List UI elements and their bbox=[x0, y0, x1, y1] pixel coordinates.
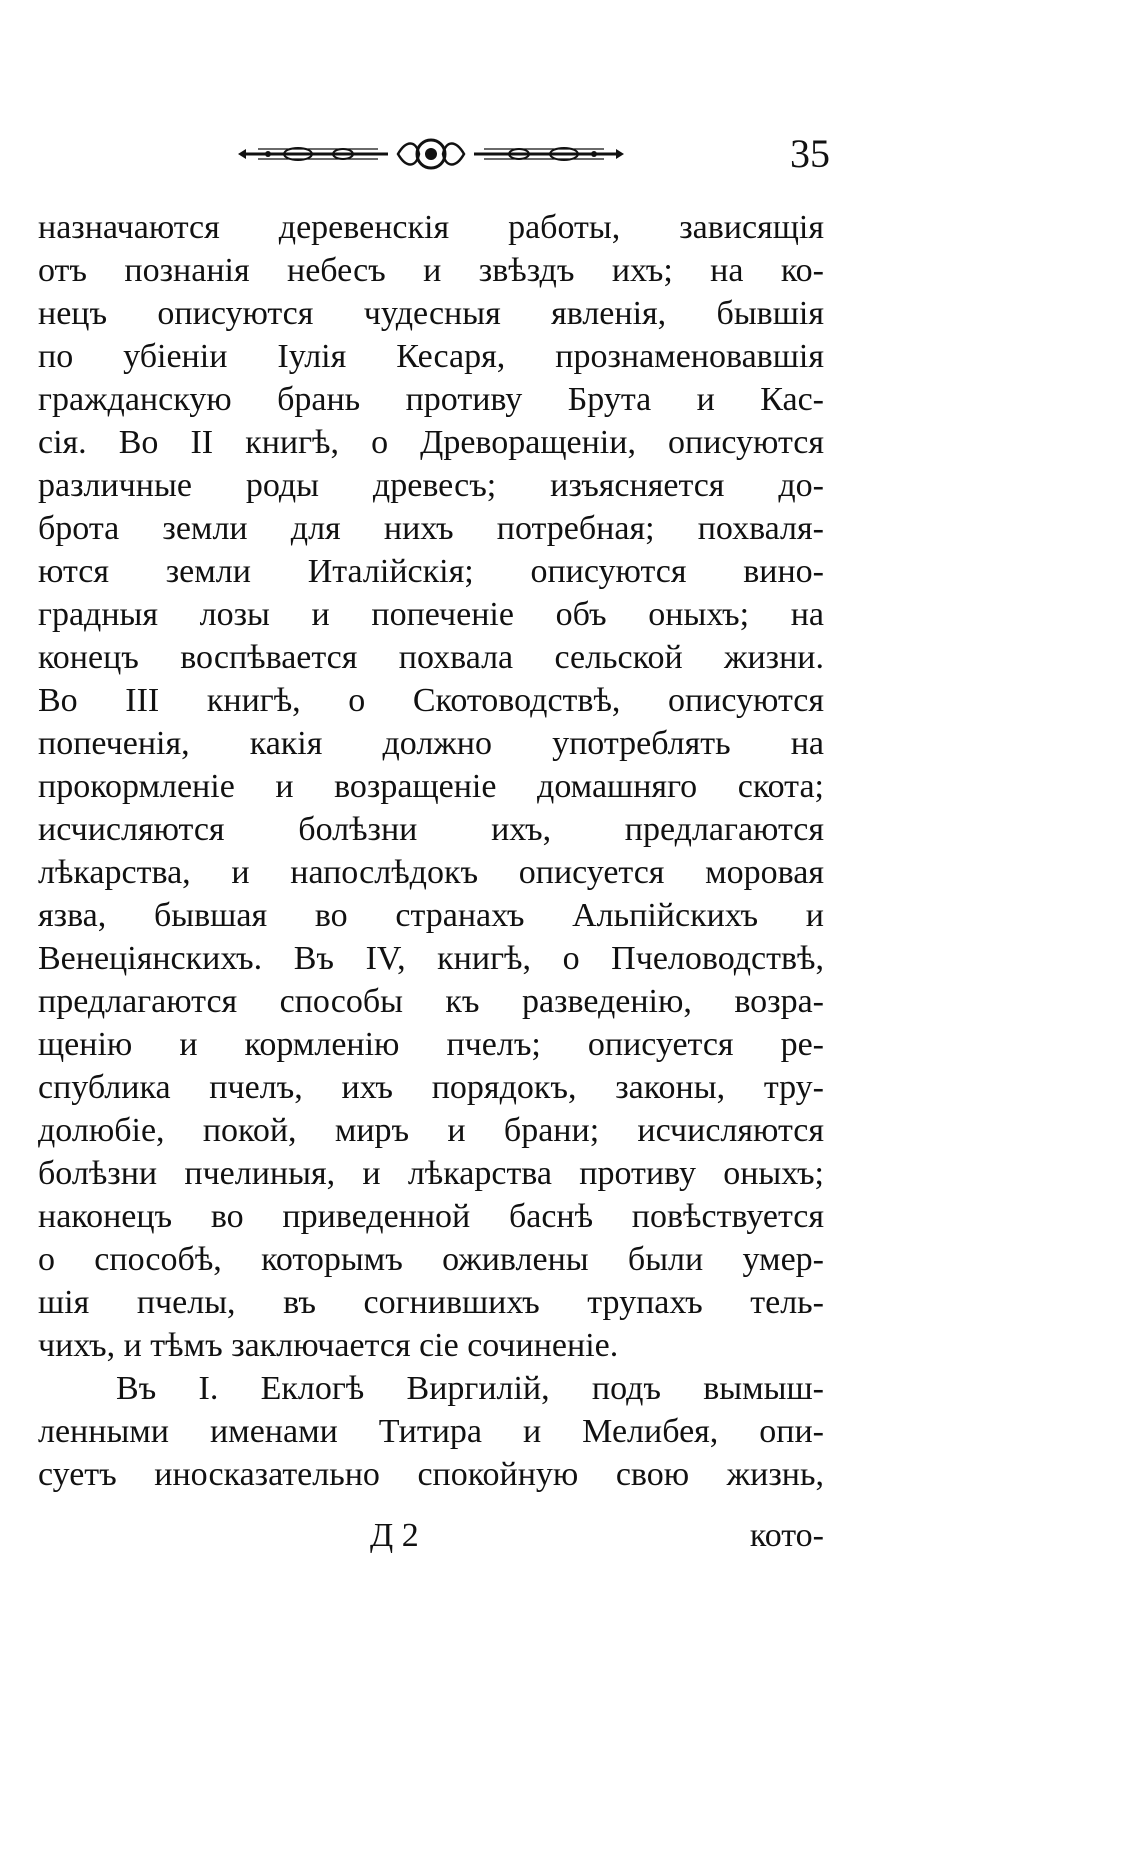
page-number: 35 bbox=[790, 131, 830, 176]
text-line: прокормленіе и возращеніе домашняго скота; bbox=[38, 768, 824, 805]
text-line: предлагаются способы къ разведенію, возра- bbox=[38, 983, 824, 1020]
catchword: кото- bbox=[749, 1517, 824, 1554]
text-line: наконецъ во приведенной баснѣ повѣствуется bbox=[38, 1198, 824, 1235]
page-header bbox=[0, 132, 1140, 176]
text-line: шія пчелы, въ согнившихъ трупахъ тель- bbox=[38, 1284, 824, 1321]
text-line: Во III книгѣ, о Скотоводствѣ, описуются bbox=[38, 682, 824, 719]
text-line: долюбіе, покой, миръ и брани; исчисляются bbox=[38, 1112, 824, 1149]
page-footer bbox=[38, 1512, 824, 1560]
signature-mark: Д 2 bbox=[370, 1517, 419, 1554]
text-line: ются земли Италійскія; описуются вино- bbox=[38, 553, 824, 590]
text-line: болѣзни пчелиныя, и лѣкарства противу оныхъ; bbox=[38, 1155, 824, 1192]
text-line: по убіеніи Іулія Кесаря, прознаменовавшія bbox=[38, 338, 824, 375]
text-line: брота земли для нихъ потребная; похваля- bbox=[38, 510, 824, 547]
text-line: язва, бывшая во странахъ Альпійскихъ и bbox=[38, 897, 824, 934]
text-line: чихъ, и тѣмъ заключается сіе сочиненіе. bbox=[38, 1327, 619, 1364]
text-line: попеченія, какія должно употреблять на bbox=[38, 725, 824, 762]
text-line: щенію и кормленію пчелъ; описуется ре- bbox=[38, 1026, 824, 1063]
text-line: сія. Во II книгѣ, о Древоращеніи, описуются bbox=[38, 424, 824, 461]
text-line: нецъ описуются чудесныя явленія, бывшія bbox=[38, 295, 824, 332]
text-line: конецъ воспѣвается похвала сельской жизни. bbox=[38, 639, 824, 676]
text-line: Въ І. Еклогѣ Виргилій, подъ вымыш- bbox=[116, 1370, 824, 1407]
text-line: ленными именами Титира и Мелибея, опи- bbox=[38, 1413, 824, 1450]
text-line: Венеціянскихъ. Въ IV, книгѣ, о Пчеловодствѣ, bbox=[38, 940, 824, 977]
text-line: гражданскую брань противу Брута и Кас- bbox=[38, 381, 824, 418]
text-line: о способѣ, которымъ оживлены были умер- bbox=[38, 1241, 824, 1278]
text-line: лѣкарства, и напослѣдокъ описуется моровая bbox=[38, 854, 824, 891]
text-line: исчисляются болѣзни ихъ, предлагаются bbox=[38, 811, 824, 848]
text-line: суетъ иносказательно спокойную свою жизнь, bbox=[38, 1456, 824, 1493]
text-line: спублика пчелъ, ихъ порядокъ, законы, тру- bbox=[38, 1069, 824, 1106]
text-line: градныя лозы и попеченіе объ оныхъ; на bbox=[38, 596, 824, 633]
text-line: назначаются деревенскія работы, зависящія bbox=[38, 209, 824, 246]
text-line: отъ познанія небесъ и звѣздъ ихъ; на ко- bbox=[38, 252, 824, 289]
body-text bbox=[38, 206, 824, 1496]
text-line: различные роды древесъ; изъясняется до- bbox=[38, 467, 824, 504]
ornamental-rule-icon bbox=[238, 138, 624, 170]
